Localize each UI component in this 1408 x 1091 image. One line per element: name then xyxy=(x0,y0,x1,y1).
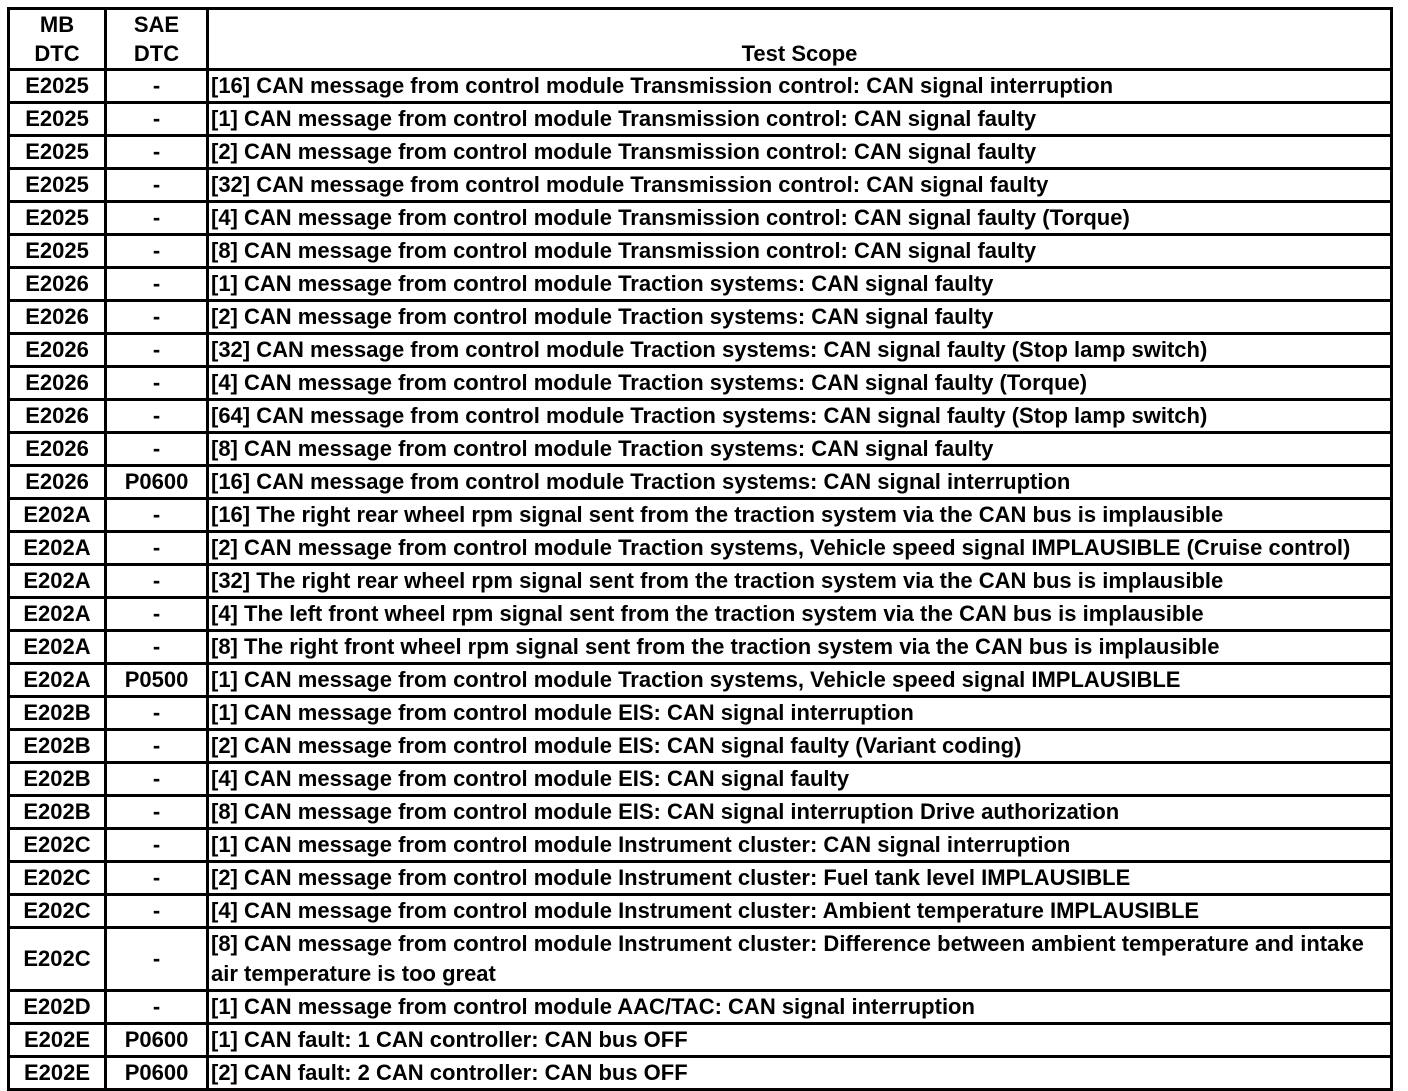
header-sae-dtc-line1: SAE xyxy=(133,12,180,37)
table-row xyxy=(9,862,1392,895)
test-scope-cell: [4] CAN message from control module Instrument cluster: Ambient temperature IMPLAUSIBLE xyxy=(208,895,1392,928)
header-mb-dtc-line1: MB xyxy=(39,12,75,37)
mb-dtc-cell: E2026 xyxy=(9,367,106,400)
table-row xyxy=(9,730,1392,763)
test-scope-cell: [64] CAN message from control module Traction systems: CAN signal faulty (Stop lamp switch) xyxy=(208,400,1392,433)
sae-dtc-cell: P0600 xyxy=(106,1057,208,1090)
test-scope-cell: [1] CAN message from control module AAC/TAC: CAN signal interruption xyxy=(208,991,1392,1024)
table-row xyxy=(9,103,1392,136)
table-row xyxy=(9,268,1392,301)
table-row xyxy=(9,565,1392,598)
mb-dtc-cell: E2026 xyxy=(9,301,106,334)
mb-dtc-cell: E202C xyxy=(9,829,106,862)
sae-dtc-cell: - xyxy=(106,697,208,730)
mb-dtc-cell: E202C xyxy=(9,895,106,928)
test-scope-cell: [4] CAN message from control module Transmission control: CAN signal faulty (Torque) xyxy=(208,202,1392,235)
sae-dtc-cell: P0500 xyxy=(106,664,208,697)
mb-dtc-cell: E202C xyxy=(9,928,106,991)
test-scope-cell: [32] The right rear wheel rpm signal sent from the traction system via the CAN bus is implausible xyxy=(208,565,1392,598)
sae-dtc-cell: P0600 xyxy=(106,466,208,499)
sae-dtc-cell: - xyxy=(106,301,208,334)
mb-dtc-cell: E2025 xyxy=(9,202,106,235)
dtc-table xyxy=(7,7,1393,1091)
sae-dtc-cell: - xyxy=(106,334,208,367)
mb-dtc-cell: E202B xyxy=(9,697,106,730)
test-scope-cell: [2] CAN fault: 2 CAN controller: CAN bus OFF xyxy=(208,1057,1392,1090)
table-row xyxy=(9,334,1392,367)
mb-dtc-cell: E202E xyxy=(9,1057,106,1090)
table-row xyxy=(9,991,1392,1024)
test-scope-cell: [4] CAN message from control module Traction systems: CAN signal faulty (Torque) xyxy=(208,367,1392,400)
sae-dtc-cell: - xyxy=(106,235,208,268)
sae-dtc-cell: - xyxy=(106,70,208,103)
mb-dtc-cell: E202A xyxy=(9,664,106,697)
sae-dtc-cell: - xyxy=(106,862,208,895)
test-scope-cell: [2] CAN message from control module Instrument cluster: Fuel tank level IMPLAUSIBLE xyxy=(208,862,1392,895)
table-row xyxy=(9,763,1392,796)
mb-dtc-cell: E202E xyxy=(9,1024,106,1057)
test-scope-cell: [4] CAN message from control module EIS: CAN signal faulty xyxy=(208,763,1392,796)
sae-dtc-cell: - xyxy=(106,136,208,169)
test-scope-cell: [1] CAN message from control module Instrument cluster: CAN signal interruption xyxy=(208,829,1392,862)
sae-dtc-cell: P0600 xyxy=(106,1024,208,1057)
table-row xyxy=(9,433,1392,466)
test-scope-cell: [1] CAN message from control module Traction systems, Vehicle speed signal IMPLAUSIBLE xyxy=(208,664,1392,697)
table-row xyxy=(9,235,1392,268)
sae-dtc-cell: - xyxy=(106,928,208,991)
mb-dtc-cell: E2025 xyxy=(9,136,106,169)
sae-dtc-cell: - xyxy=(106,829,208,862)
test-scope-cell: [16] CAN message from control module Transmission control: CAN signal interruption xyxy=(208,70,1392,103)
test-scope-cell: [32] CAN message from control module Transmission control: CAN signal faulty xyxy=(208,169,1392,202)
mb-dtc-cell: E2025 xyxy=(9,169,106,202)
table-row xyxy=(9,796,1392,829)
test-scope-cell: [2] CAN message from control module Traction systems: CAN signal faulty xyxy=(208,301,1392,334)
table-row xyxy=(9,1024,1392,1057)
sae-dtc-cell: - xyxy=(106,400,208,433)
header-sae-dtc xyxy=(106,9,208,70)
sae-dtc-cell: - xyxy=(106,730,208,763)
table-row xyxy=(9,169,1392,202)
mb-dtc-cell: E2025 xyxy=(9,103,106,136)
mb-dtc-cell: E202A xyxy=(9,598,106,631)
sae-dtc-cell: - xyxy=(106,598,208,631)
table-body xyxy=(9,70,1392,1090)
test-scope-cell: [2] CAN message from control module EIS: CAN signal faulty (Variant coding) xyxy=(208,730,1392,763)
mb-dtc-cell: E202B xyxy=(9,796,106,829)
sae-dtc-cell: - xyxy=(106,268,208,301)
sae-dtc-cell: - xyxy=(106,991,208,1024)
table-row xyxy=(9,631,1392,664)
test-scope-cell: [32] CAN message from control module Traction systems: CAN signal faulty (Stop lamp switch) xyxy=(208,334,1392,367)
test-scope-cell: [4] The left front wheel rpm signal sent from the traction system via the CAN bus is implausible xyxy=(208,598,1392,631)
mb-dtc-cell: E202A xyxy=(9,499,106,532)
test-scope-cell: [1] CAN message from control module EIS: CAN signal interruption xyxy=(208,697,1392,730)
mb-dtc-cell: E202B xyxy=(9,730,106,763)
table-row xyxy=(9,499,1392,532)
mb-dtc-cell: E202B xyxy=(9,763,106,796)
table-row xyxy=(9,928,1392,991)
table-row xyxy=(9,136,1392,169)
table-row xyxy=(9,895,1392,928)
table-row xyxy=(9,202,1392,235)
sae-dtc-cell: - xyxy=(106,532,208,565)
sae-dtc-cell: - xyxy=(106,103,208,136)
mb-dtc-cell: E2026 xyxy=(9,334,106,367)
sae-dtc-cell: - xyxy=(106,895,208,928)
mb-dtc-cell: E202A xyxy=(9,565,106,598)
mb-dtc-cell: E2025 xyxy=(9,235,106,268)
test-scope-cell: [8] CAN message from control module Transmission control: CAN signal faulty xyxy=(208,235,1392,268)
sae-dtc-cell: - xyxy=(106,565,208,598)
table-row xyxy=(9,400,1392,433)
test-scope-cell: [1] CAN message from control module Traction systems: CAN signal faulty xyxy=(208,268,1392,301)
table-row xyxy=(9,598,1392,631)
sae-dtc-cell: - xyxy=(106,433,208,466)
test-scope-cell: [8] The right front wheel rpm signal sent from the traction system via the CAN bus is implausible xyxy=(208,631,1392,664)
mb-dtc-cell: E2026 xyxy=(9,400,106,433)
table-row xyxy=(9,1057,1392,1090)
test-scope-cell: [16] CAN message from control module Traction systems: CAN signal interruption xyxy=(208,466,1392,499)
header-row xyxy=(9,9,1392,70)
table-row xyxy=(9,664,1392,697)
table-row xyxy=(9,829,1392,862)
mb-dtc-cell: E202D xyxy=(9,991,106,1024)
test-scope-cell: [1] CAN message from control module Transmission control: CAN signal faulty xyxy=(208,103,1392,136)
mb-dtc-cell: E202A xyxy=(9,532,106,565)
mb-dtc-cell: E202A xyxy=(9,631,106,664)
mb-dtc-cell: E2026 xyxy=(9,466,106,499)
test-scope-cell: [16] The right rear wheel rpm signal sent from the traction system via the CAN bus is implausible xyxy=(208,499,1392,532)
header-test-scope: Test Scope xyxy=(208,9,1392,70)
table-row xyxy=(9,301,1392,334)
mb-dtc-cell: E2025 xyxy=(9,70,106,103)
table-row xyxy=(9,70,1392,103)
test-scope-cell: [1] CAN fault: 1 CAN controller: CAN bus OFF xyxy=(208,1024,1392,1057)
sae-dtc-cell: - xyxy=(106,763,208,796)
mb-dtc-cell: E2026 xyxy=(9,433,106,466)
sae-dtc-cell: - xyxy=(106,796,208,829)
header-mb-dtc xyxy=(9,9,106,70)
mb-dtc-cell: E2026 xyxy=(9,268,106,301)
table-row xyxy=(9,697,1392,730)
table-row xyxy=(9,532,1392,565)
test-scope-cell: [8] CAN message from control module Instrument cluster: Difference between ambient temperature and intake air temperature is too great xyxy=(208,928,1392,991)
sae-dtc-cell: - xyxy=(106,631,208,664)
sae-dtc-cell: - xyxy=(106,169,208,202)
test-scope-cell: [8] CAN message from control module Traction systems: CAN signal faulty xyxy=(208,433,1392,466)
header-sae-dtc-line2: DTC xyxy=(133,41,180,66)
mb-dtc-cell: E202C xyxy=(9,862,106,895)
table-row xyxy=(9,367,1392,400)
test-scope-cell: [2] CAN message from control module Transmission control: CAN signal faulty xyxy=(208,136,1392,169)
sae-dtc-cell: - xyxy=(106,202,208,235)
test-scope-cell: [2] CAN message from control module Traction systems, Vehicle speed signal IMPLAUSIBLE (Cruise control) xyxy=(208,532,1392,565)
header-mb-dtc-line2: DTC xyxy=(34,41,80,66)
table-header xyxy=(9,9,1392,70)
sae-dtc-cell: - xyxy=(106,367,208,400)
table-row xyxy=(9,466,1392,499)
sae-dtc-cell: - xyxy=(106,499,208,532)
test-scope-cell: [8] CAN message from control module EIS: CAN signal interruption Drive authorization xyxy=(208,796,1392,829)
